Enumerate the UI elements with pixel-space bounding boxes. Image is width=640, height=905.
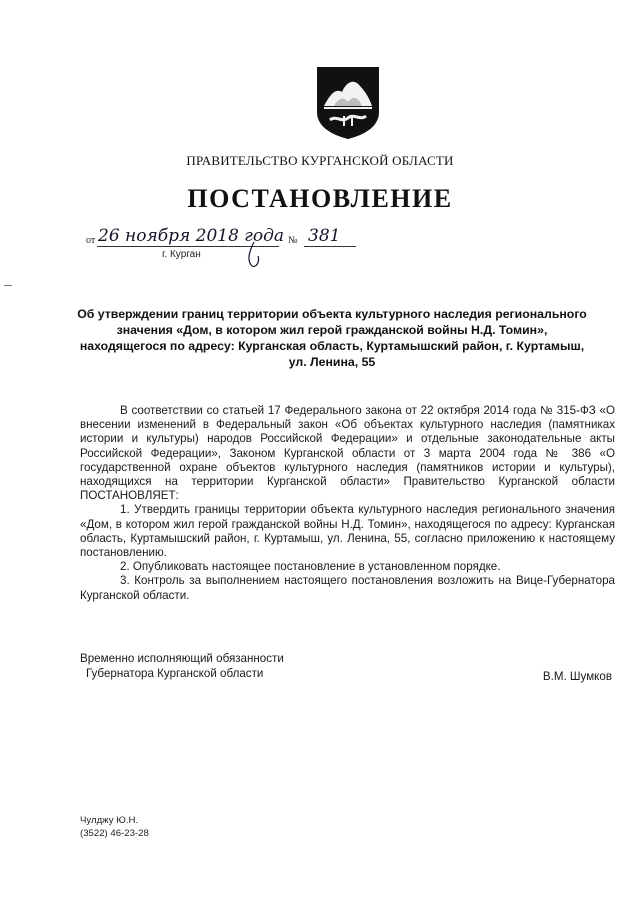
position-line-2: Губернатора Курганской области: [86, 667, 264, 680]
item-paragraph-1: 1. Утвердить границы территории объекта культурного наследия регионального значения «Дом, в котором жил герой гражданской войны Н.Д. Томин», находящегося по адресу: Курганская область, Куртамышский район, г. Куртамыш, ул. Ленина, 55, согласно приложению к настоящему постановлению.: [80, 503, 615, 560]
document-body: [80, 404, 615, 603]
document-type-heading: ПОСТАНОВЛЕНИЕ: [187, 184, 453, 213]
handwritten-date: 26 ноября 2018 года: [98, 226, 285, 246]
item-paragraph-2: 2. Опубликовать настоящее постановление в установленном порядке.: [120, 560, 501, 574]
executor-name: Чулджу Ю.Н.: [80, 815, 139, 826]
preamble-paragraph: В соответствии со статьей 17 Федерального закона от 22 октября 2014 года № 315-ФЗ «О внесении изменений в Федеральный закон «Об объектах культурного наследия (памятниках истории и культуры) народов Российской Федерации» и отдельные законодательные акты Российской Федерации», Законом Курганской области от 3 марта 2004 года № 386 «О государственной охране объектов культурного наследия (памятников истории и культуры), находящихся на территории Курганской области» Правительство Курганской области ПОСТАНОВЛЯЕТ:: [80, 404, 615, 503]
signatory-position: [80, 651, 284, 681]
position-line-1: Временно исполняющий обязанности: [80, 652, 284, 665]
handwritten-number: 381: [308, 226, 341, 246]
date-number-line: [86, 226, 386, 252]
city-label: г. Курган: [162, 249, 201, 260]
number-label: №: [288, 235, 298, 246]
executor-info: [80, 814, 149, 840]
item-paragraph-3: 3. Контроль за выполнением настоящего постановления возложить на Вице-Губернатора Курганской области.: [80, 574, 615, 602]
signatory-name: В.М. Шумков: [542, 670, 612, 683]
executor-phone: (3522) 46-23-28: [80, 828, 149, 839]
handwritten-flourish: [240, 240, 270, 270]
margin-mark: [4, 285, 12, 286]
coat-of-arms-emblem: [314, 66, 382, 140]
number-underline: [304, 246, 356, 247]
government-name: ПРАВИТЕЛЬСТВО КУРГАНСКОЙ ОБЛАСТИ: [186, 153, 454, 168]
document-title: Об утверждении границ территории объекта культурного наследия регионального значения «Дом, в котором жил герой гражданской войны Н.Д. Томин», находящегося по адресу: Курганская область, Куртамышский район, г. Куртамыш, ул. Ленина, 55: [77, 307, 587, 369]
date-from-label: от: [86, 235, 96, 246]
